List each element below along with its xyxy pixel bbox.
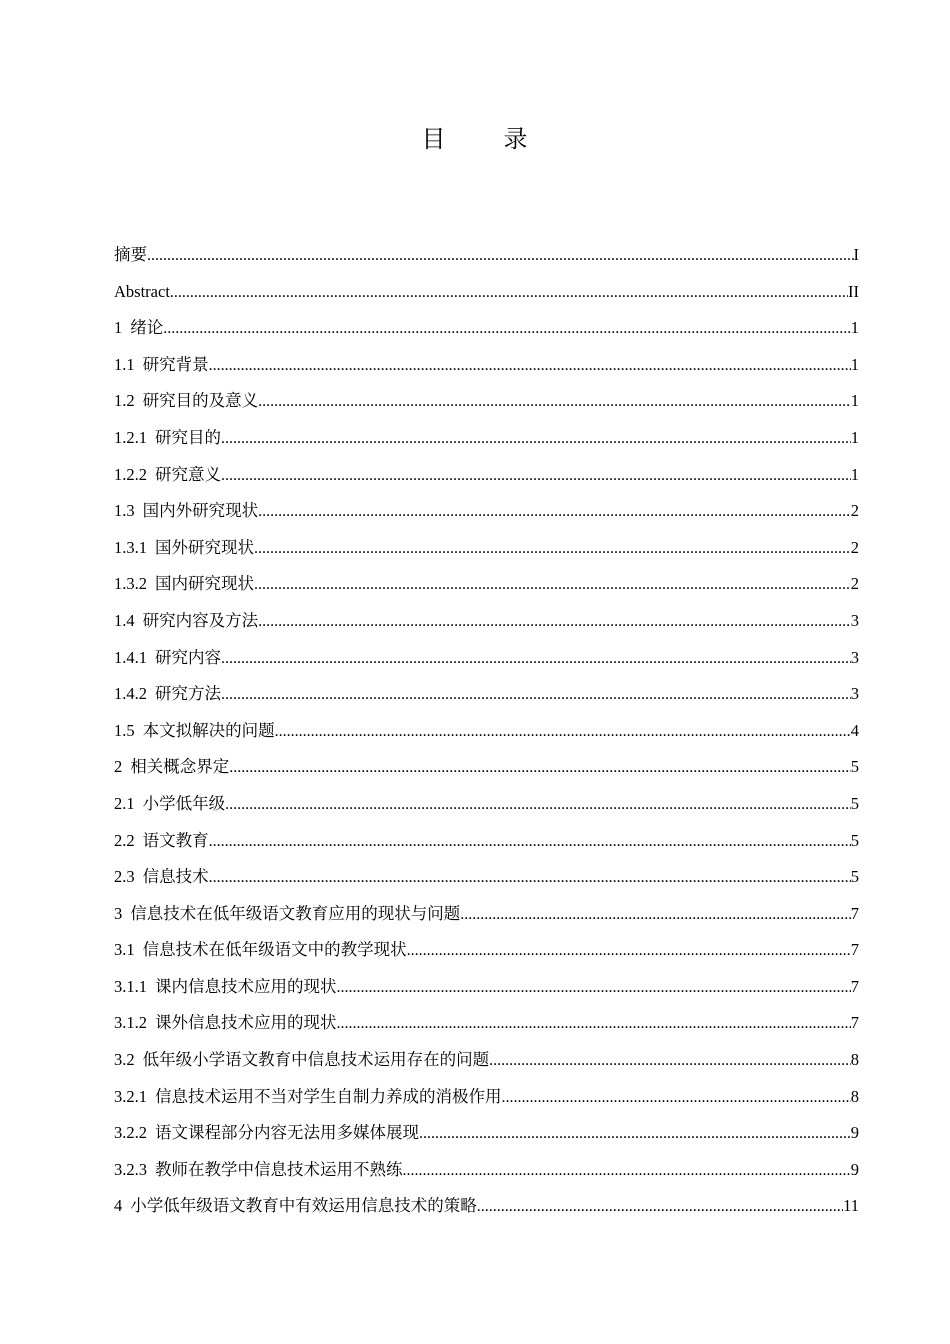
toc-entry[interactable]: [114, 973, 859, 1010]
toc-entry[interactable]: [114, 1119, 859, 1156]
toc-dot-leader: [419, 1120, 851, 1148]
toc-entry-title: 研究内容及方法: [142, 610, 259, 630]
toc-entry[interactable]: [114, 1009, 859, 1046]
toc-entry-number: 3.2.3: [114, 1159, 147, 1179]
toc-entry-number: 1.4.1: [114, 647, 147, 667]
toc-entry-number: 1.3.2: [114, 574, 147, 594]
toc-entry[interactable]: [114, 570, 859, 607]
toc-dot-leader: [221, 681, 851, 709]
toc-entry[interactable]: [114, 424, 859, 461]
toc-entry-number: 1.2.1: [114, 427, 147, 447]
toc-entry-number: 2.3: [114, 867, 135, 887]
toc-entry-title: 研究目的及意义: [142, 391, 259, 411]
toc-dot-leader: [258, 498, 851, 526]
toc-entry-title: 语文课程部分内容无法用多媒体展现: [155, 1123, 419, 1143]
toc-entry[interactable]: [114, 717, 859, 754]
toc-entry[interactable]: [114, 278, 859, 315]
toc-entry-number: 2: [114, 757, 123, 777]
toc-entry-title: 教师在教学中信息技术运用不熟练: [155, 1159, 403, 1179]
toc-entry-number: 1: [114, 318, 123, 338]
toc-entry[interactable]: [114, 863, 859, 900]
toc-entry-page: 5: [850, 757, 859, 777]
toc-dot-leader: [489, 1047, 851, 1075]
toc-dot-leader: [209, 352, 851, 380]
toc-dot-leader: [225, 791, 851, 819]
toc-entry-page: 9: [850, 1159, 859, 1179]
toc-entry[interactable]: [114, 497, 859, 534]
toc-entry-page: 1: [850, 318, 859, 338]
toc-dot-leader: [403, 1157, 851, 1185]
toc-entry-title: 小学低年级语文教育中有效运用信息技术的策略: [130, 1196, 477, 1216]
toc-entry-page: 7: [850, 1013, 859, 1033]
toc-entry-number: 3: [114, 903, 123, 923]
toc-entry-number: 2.1: [114, 793, 135, 813]
toc-entry-page: 7: [850, 940, 859, 960]
toc-entry-number: 1.1: [114, 354, 135, 374]
toc-entry-page: II: [848, 281, 859, 301]
toc-entry-page: 8: [850, 1086, 859, 1106]
toc-entry-page: 2: [850, 501, 859, 521]
toc-list: [114, 241, 859, 1229]
toc-dot-leader: [209, 864, 851, 892]
toc-entry[interactable]: [114, 1156, 859, 1193]
toc-entry-title: 低年级小学语文教育中信息技术运用存在的问题: [142, 1050, 490, 1070]
toc-dot-leader: [275, 718, 851, 746]
toc-entry[interactable]: [114, 680, 859, 717]
toc-dot-leader: [477, 1193, 843, 1221]
toc-dot-leader: [209, 828, 851, 856]
toc-dot-leader: [258, 608, 851, 636]
toc-dot-leader: [337, 1010, 851, 1038]
toc-entry-title: 信息技术: [142, 867, 209, 887]
toc-entry[interactable]: [114, 827, 859, 864]
toc-entry-number: 1.5: [114, 720, 135, 740]
toc-dot-leader: [229, 754, 851, 782]
toc-entry-page: 7: [850, 976, 859, 996]
toc-entry[interactable]: [114, 644, 859, 681]
toc-entry-title: 信息技术运用不当对学生自制力养成的消极作用: [155, 1086, 502, 1106]
toc-entry-title: 研究方法: [155, 684, 221, 704]
toc-entry-title: 研究内容: [155, 647, 221, 667]
toc-entry-title: 小学低年级: [142, 793, 226, 813]
toc-dot-leader: [502, 1084, 851, 1112]
toc-title: 目 录: [421, 127, 554, 153]
toc-entry-number: 3.2.1: [114, 1086, 147, 1106]
toc-entry-title: 研究意义: [155, 464, 221, 484]
toc-entry-title: 绪论: [130, 318, 164, 338]
toc-entry[interactable]: [114, 241, 859, 278]
toc-entry-page: 1: [850, 391, 859, 411]
toc-entry[interactable]: [114, 534, 859, 571]
toc-entry-page: 1: [850, 464, 859, 484]
toc-entry-title: 国内外研究现状: [142, 501, 259, 521]
toc-entry-number: 1.3.1: [114, 537, 147, 557]
toc-entry[interactable]: [114, 387, 859, 424]
toc-entry-page: 3: [850, 647, 859, 667]
toc-dot-leader: [221, 462, 851, 490]
toc-entry-title: 相关概念界定: [130, 757, 230, 777]
toc-entry-number: 1.4.2: [114, 684, 147, 704]
toc-entry-title: 研究目的: [155, 427, 221, 447]
toc-entry[interactable]: [114, 607, 859, 644]
toc-entry[interactable]: [114, 1046, 859, 1083]
toc-dot-leader: [221, 645, 851, 673]
toc-entry-number: 4: [114, 1196, 123, 1216]
toc-dot-leader: [170, 279, 848, 307]
toc-entry-number: 3.1.2: [114, 1013, 147, 1033]
toc-entry-page: I: [853, 245, 859, 264]
toc-entry-title: 国内研究现状: [155, 574, 254, 594]
toc-entry-page: 11: [843, 1196, 859, 1216]
toc-entry-page: 3: [850, 610, 859, 630]
toc-entry[interactable]: [114, 1192, 859, 1229]
toc-dot-leader: [254, 571, 851, 599]
toc-dot-leader: [221, 425, 851, 453]
toc-entry-number: 1.2.2: [114, 464, 147, 484]
toc-entry[interactable]: [114, 790, 859, 827]
toc-entry-page: 9: [850, 1123, 859, 1143]
toc-entry[interactable]: [114, 314, 859, 351]
toc-dot-leader: [254, 535, 851, 563]
toc-dot-leader: [258, 388, 851, 416]
toc-entry-number: 2.2: [114, 830, 135, 850]
toc-entry[interactable]: [114, 900, 859, 937]
toc-entry[interactable]: [114, 1083, 859, 1120]
toc-entry-title: 信息技术在低年级语文教育应用的现状与问题: [130, 903, 461, 923]
toc-entry-number: 1.4: [114, 610, 135, 630]
toc-dot-leader: [163, 315, 851, 343]
toc-entry-number: 3.2.2: [114, 1123, 147, 1143]
toc-dot-leader: [460, 901, 851, 929]
toc-entry-title: 课内信息技术应用的现状: [155, 976, 337, 996]
toc-entry-page: 2: [850, 537, 859, 557]
toc-entry-title: Abstract: [114, 281, 170, 301]
toc-entry-number: 1.2: [114, 391, 135, 411]
toc-entry-title: 本文拟解决的问题: [142, 720, 275, 740]
toc-entry-page: 1: [850, 354, 859, 374]
toc-entry-title: 摘要: [114, 245, 147, 264]
toc-entry[interactable]: [114, 936, 859, 973]
toc-entry-page: 5: [850, 830, 859, 850]
toc-dot-leader: [337, 974, 851, 1002]
toc-entry-title: 课外信息技术应用的现状: [155, 1013, 337, 1033]
toc-entry[interactable]: [114, 753, 859, 790]
toc-entry-number: 3.1.1: [114, 976, 147, 996]
toc-entry-page: 7: [850, 903, 859, 923]
toc-entry-number: 3.2: [114, 1050, 135, 1070]
toc-entry-number: 1.3: [114, 501, 135, 521]
toc-entry-page: 5: [850, 793, 859, 813]
toc-entry-page: 8: [850, 1050, 859, 1070]
toc-entry-page: 1: [850, 427, 859, 447]
toc-entry[interactable]: [114, 461, 859, 498]
toc-entry-page: 3: [850, 684, 859, 704]
toc-entry-title: 研究背景: [142, 354, 209, 374]
toc-dot-leader: [147, 242, 854, 270]
toc-entry-page: 5: [850, 867, 859, 887]
toc-entry-page: 4: [850, 720, 859, 740]
toc-entry-title: 语文教育: [142, 830, 209, 850]
toc-entry-title: 信息技术在低年级语文中的教学现状: [142, 940, 407, 960]
toc-entry-title: 国外研究现状: [155, 537, 254, 557]
toc-dot-leader: [407, 937, 851, 965]
toc-entry-page: 2: [850, 574, 859, 594]
toc-entry[interactable]: [114, 351, 859, 388]
toc-entry-number: 3.1: [114, 940, 135, 960]
